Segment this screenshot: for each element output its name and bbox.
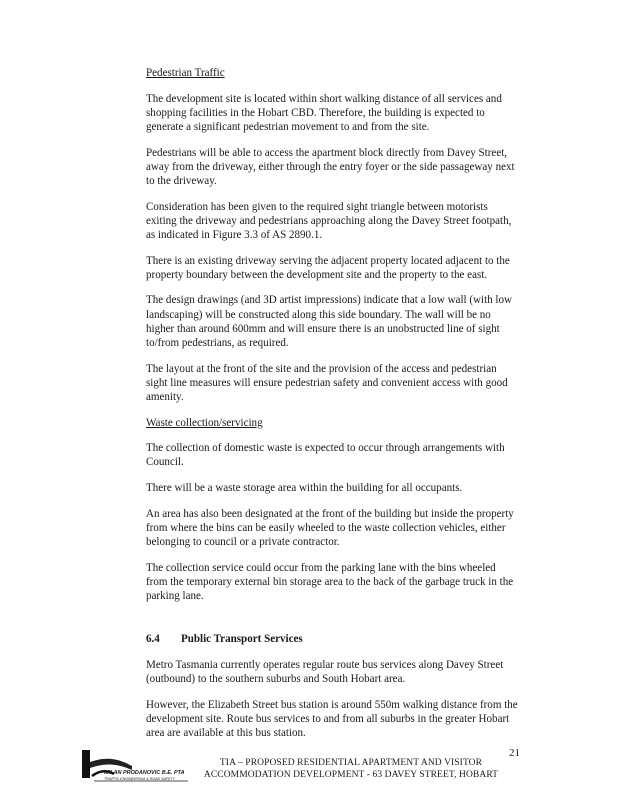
paragraph: There is an existing driveway serving the adjacent property located adjacent to the property boundary between the development site and the property to the east. bbox=[146, 254, 510, 281]
footer-line-1: TIA – PROPOSED RESIDENTIAL APARTMENT AND VISITOR bbox=[219, 758, 483, 768]
logo-tagline: TRAFFIC ENGINEERING & ROAD SAFETY bbox=[104, 777, 176, 781]
logo-name: MILAN PRODANOVIC B.E. PTA bbox=[104, 770, 185, 776]
section-heading-waste-collection: Waste collection/servicing bbox=[146, 416, 263, 429]
section-heading-public-transport bbox=[146, 632, 518, 646]
paragraph: However, the Elizabeth Street bus station is around 550m walking distance from the development site. Route bus services to and from all suburbs in the greater Hobart area are available at this bus station. bbox=[146, 698, 518, 740]
footer-line-2: ACCOMMODATION DEVELOPMENT - 63 DAVEY STREET, HOBART bbox=[203, 770, 499, 780]
paragraph: Consideration has been given to the required sight triangle between motorists exiting the driveway and pedestrians approaching along the Davey Street footpath, as indicated in Figure 3.3 of AS 2890.1. bbox=[146, 200, 512, 241]
paragraph: The design drawings (and 3D artist impressions) indicate that a low wall (with low landscaping) will be constructed along this side boundary. The wall will be no higher than around 600mm and will ensure there is an unobstructed line of sight to/from pedestrians, as required. bbox=[146, 294, 513, 349]
paragraph: The collection of domestic waste is expected to occur through arrangements with Council. bbox=[146, 442, 505, 469]
page-number: 21 bbox=[509, 747, 520, 759]
section-title: Public Transport Services bbox=[181, 633, 303, 646]
paragraph: The collection service could occur from the parking lane with the bins wheeled from the temporary external bin storage area to the back of the garbage truck in the parking lane. bbox=[146, 561, 514, 602]
section-heading-pedestrian-traffic: Pedestrian Traffic bbox=[146, 67, 225, 79]
paragraph: Metro Tasmania currently operates regular route bus services along Davey Street (outbound) to the southern suburbs and South Hobart area. bbox=[146, 658, 504, 686]
paragraph: The layout at the front of the site and the provision of the access and pedestrian sight line measures will ensure pedestrian safety and convenient access with good amenity. bbox=[146, 362, 508, 403]
paragraph: There will be a waste storage area within the building for all occupants. bbox=[146, 481, 463, 494]
paragraph: Pedestrians will be able to access the apartment block directly from Davey Street, away from the driveway, either through the entry foyer or the side passageway next to the driveway. bbox=[146, 146, 515, 187]
logo-wordmark bbox=[104, 770, 185, 782]
section-number: 6.4 bbox=[146, 633, 160, 646]
paragraph: An area has also been designated at the front of the building but inside the property from where the bins can be easily wheeled to the waste collection vehicles, either belonging to council or a private contractor. bbox=[146, 507, 514, 548]
footer-title bbox=[196, 757, 506, 781]
page-content bbox=[146, 66, 518, 752]
paragraph: The development site is located within short walking distance of all services and shopping facilities in the Hobart CBD. Therefore, the building is expected to generate a significant pedestrian movement to and from the site. bbox=[146, 92, 502, 133]
